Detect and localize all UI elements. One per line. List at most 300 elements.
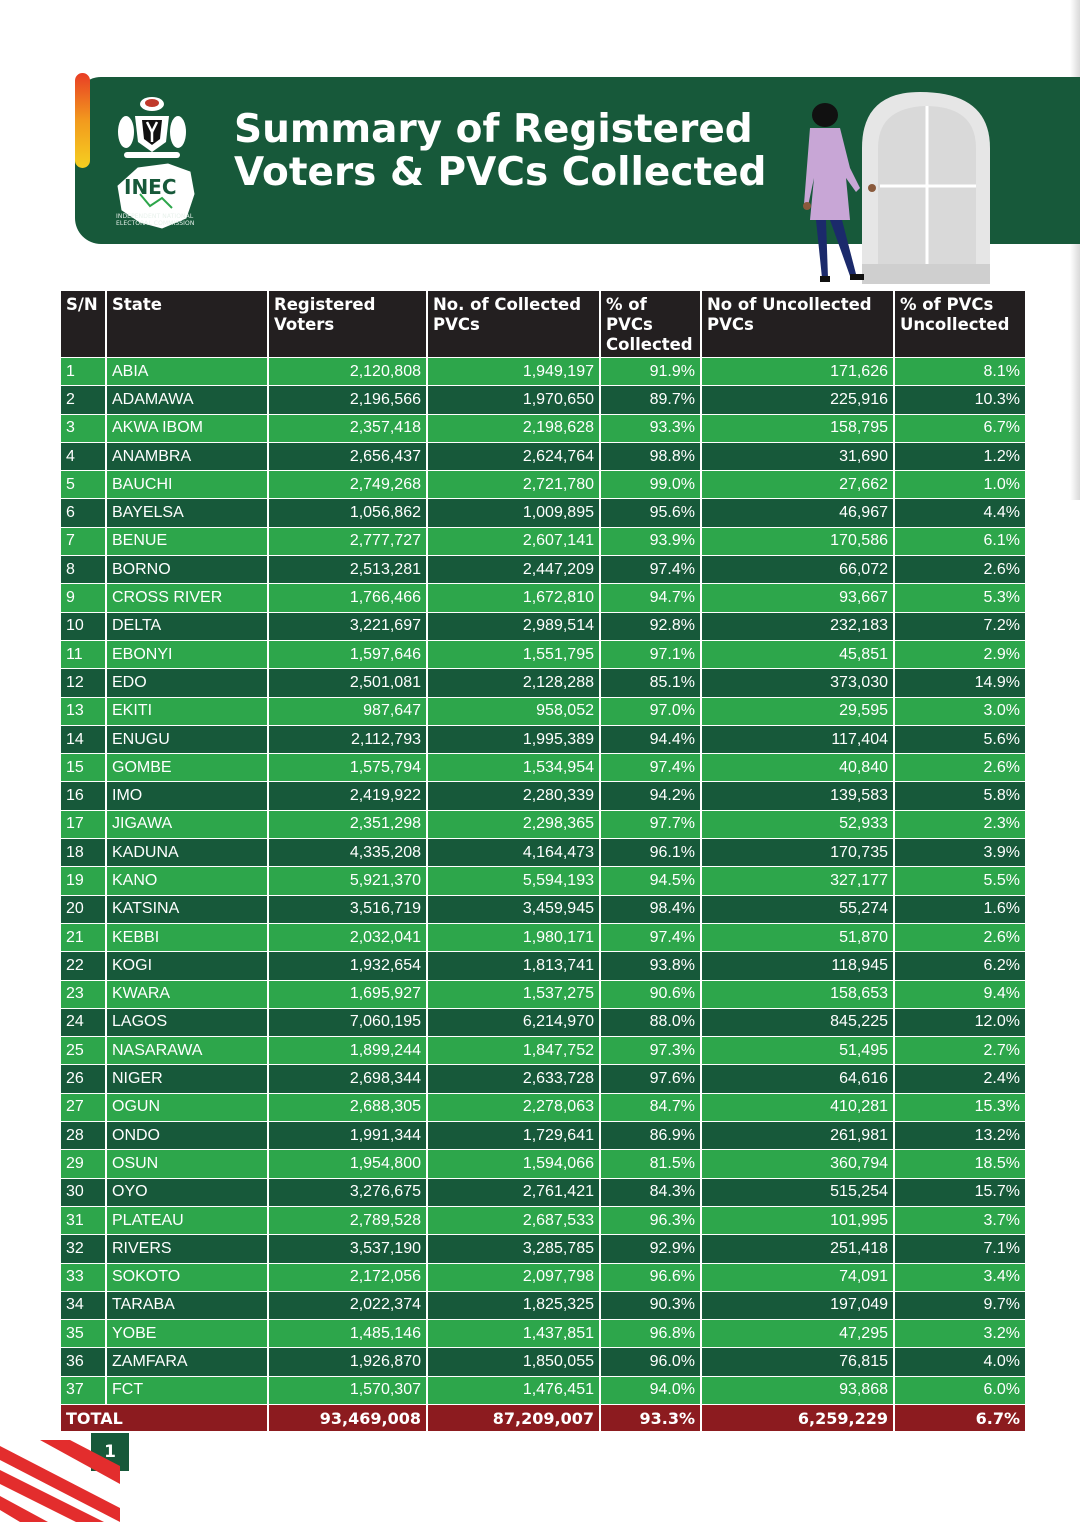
cell-pct-uncollected: 7.2% bbox=[894, 612, 1025, 640]
cell-registered: 1,926,870 bbox=[268, 1348, 427, 1376]
cell-uncollected: 76,815 bbox=[701, 1348, 894, 1376]
cell-collected: 4,164,473 bbox=[427, 839, 600, 867]
table-row bbox=[61, 782, 1025, 810]
cell-sn: 26 bbox=[61, 1065, 106, 1093]
table-row bbox=[61, 386, 1025, 414]
cell-state: IMO bbox=[106, 782, 268, 810]
cell-pct-uncollected: 15.7% bbox=[894, 1178, 1025, 1206]
cell-sn: 36 bbox=[61, 1348, 106, 1376]
cell-state: SOKOTO bbox=[106, 1263, 268, 1291]
cell-uncollected: 64,616 bbox=[701, 1065, 894, 1093]
cell-registered: 2,172,056 bbox=[268, 1263, 427, 1291]
cell-pct-uncollected: 2.3% bbox=[894, 810, 1025, 838]
cell-state: JIGAWA bbox=[106, 810, 268, 838]
total-pct-uncollected: 6.7% bbox=[894, 1404, 1025, 1431]
cell-registered: 1,056,862 bbox=[268, 499, 427, 527]
cell-registered: 4,335,208 bbox=[268, 839, 427, 867]
cell-uncollected: 118,945 bbox=[701, 952, 894, 980]
cell-pct-uncollected: 18.5% bbox=[894, 1150, 1025, 1178]
cell-uncollected: 158,795 bbox=[701, 414, 894, 442]
voters-summary-table-container bbox=[61, 291, 1025, 1431]
cell-collected: 2,278,063 bbox=[427, 1093, 600, 1121]
cell-pct-collected: 96.8% bbox=[600, 1320, 701, 1348]
cell-pct-uncollected: 4.4% bbox=[894, 499, 1025, 527]
cell-collected: 1,534,954 bbox=[427, 754, 600, 782]
cell-pct-uncollected: 12.0% bbox=[894, 1008, 1025, 1036]
cell-registered: 2,351,298 bbox=[268, 810, 427, 838]
cell-pct-uncollected: 5.3% bbox=[894, 584, 1025, 612]
cell-registered: 7,060,195 bbox=[268, 1008, 427, 1036]
cell-pct-uncollected: 2.9% bbox=[894, 640, 1025, 668]
cell-sn: 37 bbox=[61, 1376, 106, 1404]
cell-uncollected: 74,091 bbox=[701, 1263, 894, 1291]
cell-sn: 23 bbox=[61, 980, 106, 1008]
cell-pct-uncollected: 6.2% bbox=[894, 952, 1025, 980]
cell-pct-collected: 97.7% bbox=[600, 810, 701, 838]
cell-registered: 2,501,081 bbox=[268, 669, 427, 697]
cell-collected: 2,607,141 bbox=[427, 527, 600, 555]
cell-uncollected: 261,981 bbox=[701, 1122, 894, 1150]
cell-collected: 6,214,970 bbox=[427, 1008, 600, 1036]
table-row bbox=[61, 895, 1025, 923]
table-row bbox=[61, 697, 1025, 725]
cell-state: BORNO bbox=[106, 556, 268, 584]
cell-collected: 2,097,798 bbox=[427, 1263, 600, 1291]
cell-registered: 1,485,146 bbox=[268, 1320, 427, 1348]
cell-pct-uncollected: 2.6% bbox=[894, 923, 1025, 951]
cell-pct-collected: 98.8% bbox=[600, 442, 701, 470]
cell-pct-uncollected: 13.2% bbox=[894, 1122, 1025, 1150]
cell-state: KANO bbox=[106, 867, 268, 895]
banner-accent-bar bbox=[75, 73, 90, 168]
column-header: S/N bbox=[61, 291, 106, 358]
cell-sn: 7 bbox=[61, 527, 106, 555]
table-row bbox=[61, 471, 1025, 499]
cell-registered: 2,777,727 bbox=[268, 527, 427, 555]
cell-pct-collected: 96.0% bbox=[600, 1348, 701, 1376]
cell-pct-uncollected: 2.6% bbox=[894, 556, 1025, 584]
cell-pct-collected: 97.4% bbox=[600, 923, 701, 951]
cell-registered: 2,112,793 bbox=[268, 725, 427, 753]
cell-state: NIGER bbox=[106, 1065, 268, 1093]
cell-collected: 1,949,197 bbox=[427, 358, 600, 386]
cell-collected: 1,476,451 bbox=[427, 1376, 600, 1404]
cell-uncollected: 139,583 bbox=[701, 782, 894, 810]
cell-sn: 10 bbox=[61, 612, 106, 640]
column-header: Registered Voters bbox=[268, 291, 427, 358]
cell-uncollected: 47,295 bbox=[701, 1320, 894, 1348]
cell-state: ENUGU bbox=[106, 725, 268, 753]
cell-registered: 3,276,675 bbox=[268, 1178, 427, 1206]
cell-state: TARABA bbox=[106, 1291, 268, 1319]
table-row bbox=[61, 1150, 1025, 1178]
cell-collected: 1,847,752 bbox=[427, 1037, 600, 1065]
cell-uncollected: 45,851 bbox=[701, 640, 894, 668]
cell-collected: 2,721,780 bbox=[427, 471, 600, 499]
cell-state: RIVERS bbox=[106, 1235, 268, 1263]
cell-pct-collected: 93.8% bbox=[600, 952, 701, 980]
cell-sn: 15 bbox=[61, 754, 106, 782]
table-row bbox=[61, 1037, 1025, 1065]
cell-pct-uncollected: 1.2% bbox=[894, 442, 1025, 470]
table-row bbox=[61, 1008, 1025, 1036]
cell-state: ADAMAWA bbox=[106, 386, 268, 414]
title-line-1: Summary of Registered bbox=[234, 107, 753, 152]
table-row bbox=[61, 867, 1025, 895]
cell-registered: 1,575,794 bbox=[268, 754, 427, 782]
table-row bbox=[61, 612, 1025, 640]
cell-state: LAGOS bbox=[106, 1008, 268, 1036]
cell-sn: 33 bbox=[61, 1263, 106, 1291]
table-row bbox=[61, 584, 1025, 612]
cell-uncollected: 101,995 bbox=[701, 1206, 894, 1234]
cell-pct-collected: 97.3% bbox=[600, 1037, 701, 1065]
cell-pct-uncollected: 9.4% bbox=[894, 980, 1025, 1008]
cell-registered: 1,932,654 bbox=[268, 952, 427, 980]
table-row bbox=[61, 1320, 1025, 1348]
cell-pct-uncollected: 6.7% bbox=[894, 414, 1025, 442]
cell-collected: 1,729,641 bbox=[427, 1122, 600, 1150]
cell-pct-collected: 93.9% bbox=[600, 527, 701, 555]
cell-state: BAYELSA bbox=[106, 499, 268, 527]
cell-pct-collected: 94.7% bbox=[600, 584, 701, 612]
cell-pct-collected: 96.3% bbox=[600, 1206, 701, 1234]
cell-collected: 2,761,421 bbox=[427, 1178, 600, 1206]
cell-pct-collected: 90.6% bbox=[600, 980, 701, 1008]
cell-collected: 1,437,851 bbox=[427, 1320, 600, 1348]
cell-state: KADUNA bbox=[106, 839, 268, 867]
cell-state: PLATEAU bbox=[106, 1206, 268, 1234]
cell-registered: 1,899,244 bbox=[268, 1037, 427, 1065]
cell-pct-collected: 91.9% bbox=[600, 358, 701, 386]
cell-collected: 5,594,193 bbox=[427, 867, 600, 895]
cell-state: EDO bbox=[106, 669, 268, 697]
cell-registered: 2,032,041 bbox=[268, 923, 427, 951]
cell-pct-collected: 88.0% bbox=[600, 1008, 701, 1036]
cell-registered: 2,513,281 bbox=[268, 556, 427, 584]
cell-sn: 24 bbox=[61, 1008, 106, 1036]
cell-uncollected: 232,183 bbox=[701, 612, 894, 640]
table-row bbox=[61, 527, 1025, 555]
cell-collected: 3,285,785 bbox=[427, 1235, 600, 1263]
cell-pct-uncollected: 15.3% bbox=[894, 1093, 1025, 1121]
cell-registered: 1,570,307 bbox=[268, 1376, 427, 1404]
cell-sn: 4 bbox=[61, 442, 106, 470]
cell-state: GOMBE bbox=[106, 754, 268, 782]
cell-pct-uncollected: 5.5% bbox=[894, 867, 1025, 895]
cell-collected: 2,280,339 bbox=[427, 782, 600, 810]
cell-sn: 11 bbox=[61, 640, 106, 668]
cell-pct-collected: 92.9% bbox=[600, 1235, 701, 1263]
cell-pct-collected: 85.1% bbox=[600, 669, 701, 697]
cell-pct-collected: 90.3% bbox=[600, 1291, 701, 1319]
cell-state: OSUN bbox=[106, 1150, 268, 1178]
cell-pct-uncollected: 5.6% bbox=[894, 725, 1025, 753]
cell-pct-collected: 89.7% bbox=[600, 386, 701, 414]
table-row bbox=[61, 1206, 1025, 1234]
cell-uncollected: 117,404 bbox=[701, 725, 894, 753]
cell-state: ANAMBRA bbox=[106, 442, 268, 470]
cell-registered: 5,921,370 bbox=[268, 867, 427, 895]
cell-pct-collected: 84.3% bbox=[600, 1178, 701, 1206]
cell-uncollected: 93,667 bbox=[701, 584, 894, 612]
table-row bbox=[61, 1093, 1025, 1121]
cell-sn: 25 bbox=[61, 1037, 106, 1065]
cell-pct-collected: 92.8% bbox=[600, 612, 701, 640]
cell-sn: 12 bbox=[61, 669, 106, 697]
cell-pct-uncollected: 2.4% bbox=[894, 1065, 1025, 1093]
cell-state: ZAMFARA bbox=[106, 1348, 268, 1376]
cell-collected: 1,551,795 bbox=[427, 640, 600, 668]
cell-sn: 8 bbox=[61, 556, 106, 584]
cell-state: BAUCHI bbox=[106, 471, 268, 499]
page-title bbox=[234, 108, 766, 194]
cell-pct-uncollected: 3.0% bbox=[894, 697, 1025, 725]
cell-pct-collected: 93.3% bbox=[600, 414, 701, 442]
cell-registered: 2,749,268 bbox=[268, 471, 427, 499]
cell-registered: 1,695,927 bbox=[268, 980, 427, 1008]
cell-state: YOBE bbox=[106, 1320, 268, 1348]
cell-pct-uncollected: 1.6% bbox=[894, 895, 1025, 923]
cell-uncollected: 29,595 bbox=[701, 697, 894, 725]
logo-text: INEC bbox=[124, 175, 177, 199]
cell-collected: 2,298,365 bbox=[427, 810, 600, 838]
cell-collected: 2,447,209 bbox=[427, 556, 600, 584]
cell-uncollected: 197,049 bbox=[701, 1291, 894, 1319]
column-header: No. of Collected PVCs bbox=[427, 291, 600, 358]
cell-uncollected: 171,626 bbox=[701, 358, 894, 386]
cell-collected: 2,624,764 bbox=[427, 442, 600, 470]
cell-pct-uncollected: 3.9% bbox=[894, 839, 1025, 867]
cell-state: BENUE bbox=[106, 527, 268, 555]
cell-pct-collected: 99.0% bbox=[600, 471, 701, 499]
cell-sn: 27 bbox=[61, 1093, 106, 1121]
cell-collected: 1,850,055 bbox=[427, 1348, 600, 1376]
cell-pct-collected: 94.2% bbox=[600, 782, 701, 810]
table-row bbox=[61, 1122, 1025, 1150]
cell-collected: 3,459,945 bbox=[427, 895, 600, 923]
table-row bbox=[61, 1263, 1025, 1291]
cell-uncollected: 51,870 bbox=[701, 923, 894, 951]
cell-sn: 34 bbox=[61, 1291, 106, 1319]
cell-uncollected: 46,967 bbox=[701, 499, 894, 527]
cell-pct-uncollected: 7.1% bbox=[894, 1235, 1025, 1263]
cell-collected: 1,980,171 bbox=[427, 923, 600, 951]
cell-sn: 20 bbox=[61, 895, 106, 923]
table-header-row bbox=[61, 291, 1025, 358]
cell-registered: 2,688,305 bbox=[268, 1093, 427, 1121]
cell-state: DELTA bbox=[106, 612, 268, 640]
voter-at-ballot-box-illustration bbox=[800, 88, 1010, 288]
cell-uncollected: 845,225 bbox=[701, 1008, 894, 1036]
cell-pct-uncollected: 6.1% bbox=[894, 527, 1025, 555]
cell-state: EKITI bbox=[106, 697, 268, 725]
cell-uncollected: 52,933 bbox=[701, 810, 894, 838]
cell-uncollected: 515,254 bbox=[701, 1178, 894, 1206]
cell-state: OYO bbox=[106, 1178, 268, 1206]
cell-registered: 2,419,922 bbox=[268, 782, 427, 810]
total-label: TOTAL bbox=[61, 1404, 268, 1431]
cell-pct-collected: 94.0% bbox=[600, 1376, 701, 1404]
title-line-2: Voters & PVCs Collected bbox=[234, 150, 767, 195]
cell-registered: 2,656,437 bbox=[268, 442, 427, 470]
column-header: % of PVCs Uncollected bbox=[894, 291, 1025, 358]
cell-pct-uncollected: 4.0% bbox=[894, 1348, 1025, 1376]
cell-sn: 19 bbox=[61, 867, 106, 895]
cell-uncollected: 225,916 bbox=[701, 386, 894, 414]
cell-sn: 28 bbox=[61, 1122, 106, 1150]
table-row bbox=[61, 1348, 1025, 1376]
table-row bbox=[61, 1178, 1025, 1206]
cell-registered: 3,516,719 bbox=[268, 895, 427, 923]
cell-state: CROSS RIVER bbox=[106, 584, 268, 612]
cell-registered: 1,954,800 bbox=[268, 1150, 427, 1178]
cell-sn: 29 bbox=[61, 1150, 106, 1178]
cell-collected: 1,995,389 bbox=[427, 725, 600, 753]
table-row bbox=[61, 358, 1025, 386]
column-header: % of PVCs Collected bbox=[600, 291, 701, 358]
cell-uncollected: 66,072 bbox=[701, 556, 894, 584]
cell-sn: 35 bbox=[61, 1320, 106, 1348]
cell-state: AKWA IBOM bbox=[106, 414, 268, 442]
cell-state: ONDO bbox=[106, 1122, 268, 1150]
cell-uncollected: 40,840 bbox=[701, 754, 894, 782]
cell-pct-collected: 84.7% bbox=[600, 1093, 701, 1121]
cell-uncollected: 373,030 bbox=[701, 669, 894, 697]
cell-pct-collected: 86.9% bbox=[600, 1122, 701, 1150]
cell-pct-collected: 98.4% bbox=[600, 895, 701, 923]
cell-uncollected: 55,274 bbox=[701, 895, 894, 923]
cell-collected: 958,052 bbox=[427, 697, 600, 725]
cell-sn: 22 bbox=[61, 952, 106, 980]
cell-state: KEBBI bbox=[106, 923, 268, 951]
table-row bbox=[61, 442, 1025, 470]
cell-collected: 1,970,650 bbox=[427, 386, 600, 414]
cell-pct-uncollected: 2.7% bbox=[894, 1037, 1025, 1065]
cell-pct-collected: 94.5% bbox=[600, 867, 701, 895]
cell-pct-uncollected: 5.8% bbox=[894, 782, 1025, 810]
cell-pct-uncollected: 9.7% bbox=[894, 1291, 1025, 1319]
table-row bbox=[61, 754, 1025, 782]
cell-state: KATSINA bbox=[106, 895, 268, 923]
cell-registered: 2,120,808 bbox=[268, 358, 427, 386]
column-header: No of Uncollected PVCs bbox=[701, 291, 894, 358]
table-row bbox=[61, 725, 1025, 753]
cell-sn: 9 bbox=[61, 584, 106, 612]
cell-pct-uncollected: 3.7% bbox=[894, 1206, 1025, 1234]
table-row bbox=[61, 810, 1025, 838]
total-uncollected: 6,259,229 bbox=[701, 1404, 894, 1431]
decorative-corner-stripes bbox=[0, 1440, 120, 1522]
table-row bbox=[61, 414, 1025, 442]
cell-uncollected: 170,735 bbox=[701, 839, 894, 867]
cell-sn: 18 bbox=[61, 839, 106, 867]
cell-collected: 1,825,325 bbox=[427, 1291, 600, 1319]
table-row bbox=[61, 1065, 1025, 1093]
cell-uncollected: 27,662 bbox=[701, 471, 894, 499]
cell-registered: 2,357,418 bbox=[268, 414, 427, 442]
cell-collected: 2,687,533 bbox=[427, 1206, 600, 1234]
cell-pct-uncollected: 10.3% bbox=[894, 386, 1025, 414]
cell-state: KOGI bbox=[106, 952, 268, 980]
cell-registered: 1,991,344 bbox=[268, 1122, 427, 1150]
cell-pct-collected: 81.5% bbox=[600, 1150, 701, 1178]
cell-pct-collected: 97.6% bbox=[600, 1065, 701, 1093]
cell-registered: 1,597,646 bbox=[268, 640, 427, 668]
cell-state: EBONYI bbox=[106, 640, 268, 668]
cell-collected: 2,198,628 bbox=[427, 414, 600, 442]
cell-pct-uncollected: 1.0% bbox=[894, 471, 1025, 499]
cell-uncollected: 360,794 bbox=[701, 1150, 894, 1178]
cell-collected: 2,128,288 bbox=[427, 669, 600, 697]
cell-uncollected: 31,690 bbox=[701, 442, 894, 470]
cell-registered: 987,647 bbox=[268, 697, 427, 725]
cell-sn: 32 bbox=[61, 1235, 106, 1263]
cell-state: KWARA bbox=[106, 980, 268, 1008]
cell-uncollected: 93,868 bbox=[701, 1376, 894, 1404]
cell-pct-collected: 95.6% bbox=[600, 499, 701, 527]
cell-uncollected: 158,653 bbox=[701, 980, 894, 1008]
cell-collected: 2,989,514 bbox=[427, 612, 600, 640]
cell-sn: 13 bbox=[61, 697, 106, 725]
cell-sn: 21 bbox=[61, 923, 106, 951]
cell-pct-collected: 97.0% bbox=[600, 697, 701, 725]
table-row bbox=[61, 669, 1025, 697]
table-row bbox=[61, 1291, 1025, 1319]
cell-state: ABIA bbox=[106, 358, 268, 386]
cell-pct-uncollected: 3.4% bbox=[894, 1263, 1025, 1291]
cell-pct-collected: 96.1% bbox=[600, 839, 701, 867]
voters-summary-table bbox=[61, 291, 1025, 1431]
cell-registered: 2,022,374 bbox=[268, 1291, 427, 1319]
table-row bbox=[61, 839, 1025, 867]
cell-uncollected: 327,177 bbox=[701, 867, 894, 895]
cell-sn: 1 bbox=[61, 358, 106, 386]
table-row bbox=[61, 1235, 1025, 1263]
cell-pct-collected: 97.4% bbox=[600, 556, 701, 584]
cell-state: FCT bbox=[106, 1376, 268, 1404]
cell-pct-uncollected: 6.0% bbox=[894, 1376, 1025, 1404]
cell-registered: 3,221,697 bbox=[268, 612, 427, 640]
cell-pct-uncollected: 14.9% bbox=[894, 669, 1025, 697]
cell-pct-collected: 94.4% bbox=[600, 725, 701, 753]
cell-registered: 3,537,190 bbox=[268, 1235, 427, 1263]
cell-sn: 5 bbox=[61, 471, 106, 499]
table-row bbox=[61, 1376, 1025, 1404]
page-number: 1 bbox=[91, 1433, 129, 1471]
cell-registered: 2,789,528 bbox=[268, 1206, 427, 1234]
table-body bbox=[61, 358, 1025, 1405]
total-collected: 87,209,007 bbox=[427, 1404, 600, 1431]
column-header: State bbox=[106, 291, 268, 358]
table-row bbox=[61, 499, 1025, 527]
cell-state: NASARAWA bbox=[106, 1037, 268, 1065]
table-row bbox=[61, 980, 1025, 1008]
table-row bbox=[61, 640, 1025, 668]
cell-sn: 31 bbox=[61, 1206, 106, 1234]
cell-pct-collected: 96.6% bbox=[600, 1263, 701, 1291]
page-edge-shadow bbox=[1070, 0, 1080, 500]
total-pct-collected: 93.3% bbox=[600, 1404, 701, 1431]
table-row bbox=[61, 923, 1025, 951]
cell-sn: 3 bbox=[61, 414, 106, 442]
cell-collected: 1,594,066 bbox=[427, 1150, 600, 1178]
cell-sn: 14 bbox=[61, 725, 106, 753]
cell-uncollected: 170,586 bbox=[701, 527, 894, 555]
cell-pct-uncollected: 2.6% bbox=[894, 754, 1025, 782]
cell-registered: 1,766,466 bbox=[268, 584, 427, 612]
cell-pct-collected: 97.4% bbox=[600, 754, 701, 782]
